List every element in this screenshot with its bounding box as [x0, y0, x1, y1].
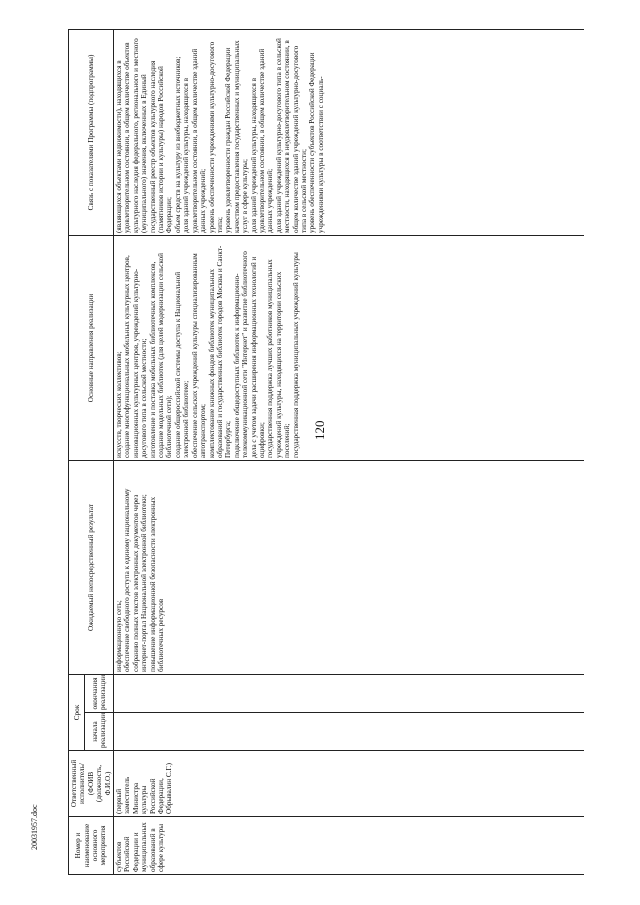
indicator-item: уровень удовлетворенности граждан Российской Федерации качеством предоставления государственных и муниципальных услуг в сфере культуры;: [224, 40, 250, 233]
direction-item: создание общероссийской системы доступа к Национальной электронной библиотеке;: [173, 271, 191, 458]
header-end: окончания реализации: [85, 674, 114, 712]
rotated-table-page: [68, 30, 608, 875]
cell-start: [114, 713, 584, 751]
cell-main-directions: [114, 235, 584, 460]
header-responsible: Ответственный исполнитель/ (ФОИВ (должность, Ф.И.О.): [69, 751, 114, 817]
indicator-item: доля зданий учреждений культурно-досугового типа в сельской местности, находящихся в неудовлетворительном состоянии, в общем количестве зданий учреждений культурно-досугового типа в сельской местности;: [274, 38, 308, 233]
direction-item: государственная поддержка муниципальных учреждений культуры: [291, 252, 300, 458]
direction-item: обеспечение сельских учреждений культуры специализированным автотранспортом;: [190, 253, 208, 458]
header-program-link: Связь с показателями Программы (подпрограммы): [69, 29, 114, 235]
header-term: Срок: [69, 674, 85, 750]
indicator-item: доля зданий учреждений культуры, находящихся в удовлетворительном состоянии, в общем количестве зданий данных учреждений;: [249, 48, 275, 233]
header-main-directions: Основные направления реализации: [69, 235, 114, 460]
result-item: повышение информационной безопасности электронных библиотечных ресурсов: [148, 496, 166, 672]
header-expected-result: Ожидаемый непосредственный результат: [69, 460, 114, 674]
header-start: начала реализации: [85, 713, 114, 751]
footer-filename: 20031957.doc: [30, 804, 39, 850]
direction-item: искусств, творческих коллективов;: [115, 351, 124, 458]
table-row: [114, 29, 584, 874]
indicator-item: (являющихся объектами недвижимости), находящихся в удовлетворительном состоянии, в общем количестве объектов культурного наследия федерального, регионального и местного (муниципального) значения, включенных в Единый государственный реестр объектов культурного наследия (памятников истории и культуры) народов Российской Федерации;: [115, 38, 174, 233]
direction-item: изготовление и поставка мобильных библиотечных комплексов, создание модельных библиотек (для целей модернизации сельской библиотечной сети);: [148, 252, 174, 458]
cell-program-link: [114, 29, 584, 235]
indicator-item: объем средств на культуру из внебюджетных источников;: [173, 56, 182, 233]
result-item: обеспечение свободного доступа к единому национальному собранию полных текстов электронных документов через интернет-портал Национальной электронной библиотеки;: [123, 488, 149, 672]
indicator-item: уровень обеспеченности учреждениями культурно-досугового типа;: [207, 41, 224, 233]
direction-item: государственная поддержка лучших работников муниципальных учреждений культуры, находящихся на территории сельских поселений;: [266, 259, 292, 458]
direction-item: подключение общедоступных библиотек к информационно-телекоммуникационной сети "Интернет" и развитие библиотечного дела с учетом задачи расширения информационных технологий и оцифровки;: [232, 251, 266, 458]
indicator-item: уровень обеспеченности субъектов Российской Федерации учреждениями культуры в соответствии с социаль-: [308, 52, 325, 233]
indicator-item: доля зданий учреждений культуры, находящихся в удовлетворительном состоянии, в общем количестве зданий данных учреждений;: [182, 48, 208, 233]
cell-end: [114, 674, 584, 712]
program-table: [68, 29, 584, 875]
cell-responsible: (первый заместитель Министра культуры Российской Федерации, Обрывалин С.Г.): [114, 751, 584, 817]
page-number: 120: [312, 420, 327, 440]
result-item: информационную сеть;: [115, 600, 124, 672]
header-number-name: Номер и наименование основного мероприятия: [69, 817, 114, 875]
cell-number-name: субъектов Российской Федерации и муниципальных образований в сфере культуры: [114, 817, 584, 875]
direction-item: создание многофункциональных мобильных культурных центров, инновационных культурных центров, учреждений культурно-досугового типа в сельской местности;: [123, 255, 149, 458]
direction-item: комплектование книжных фондов библиотек муниципальных образований и государственных библиотек городов Москвы и Санкт-Петербурга;: [207, 245, 233, 458]
cell-expected-result: [114, 460, 584, 674]
